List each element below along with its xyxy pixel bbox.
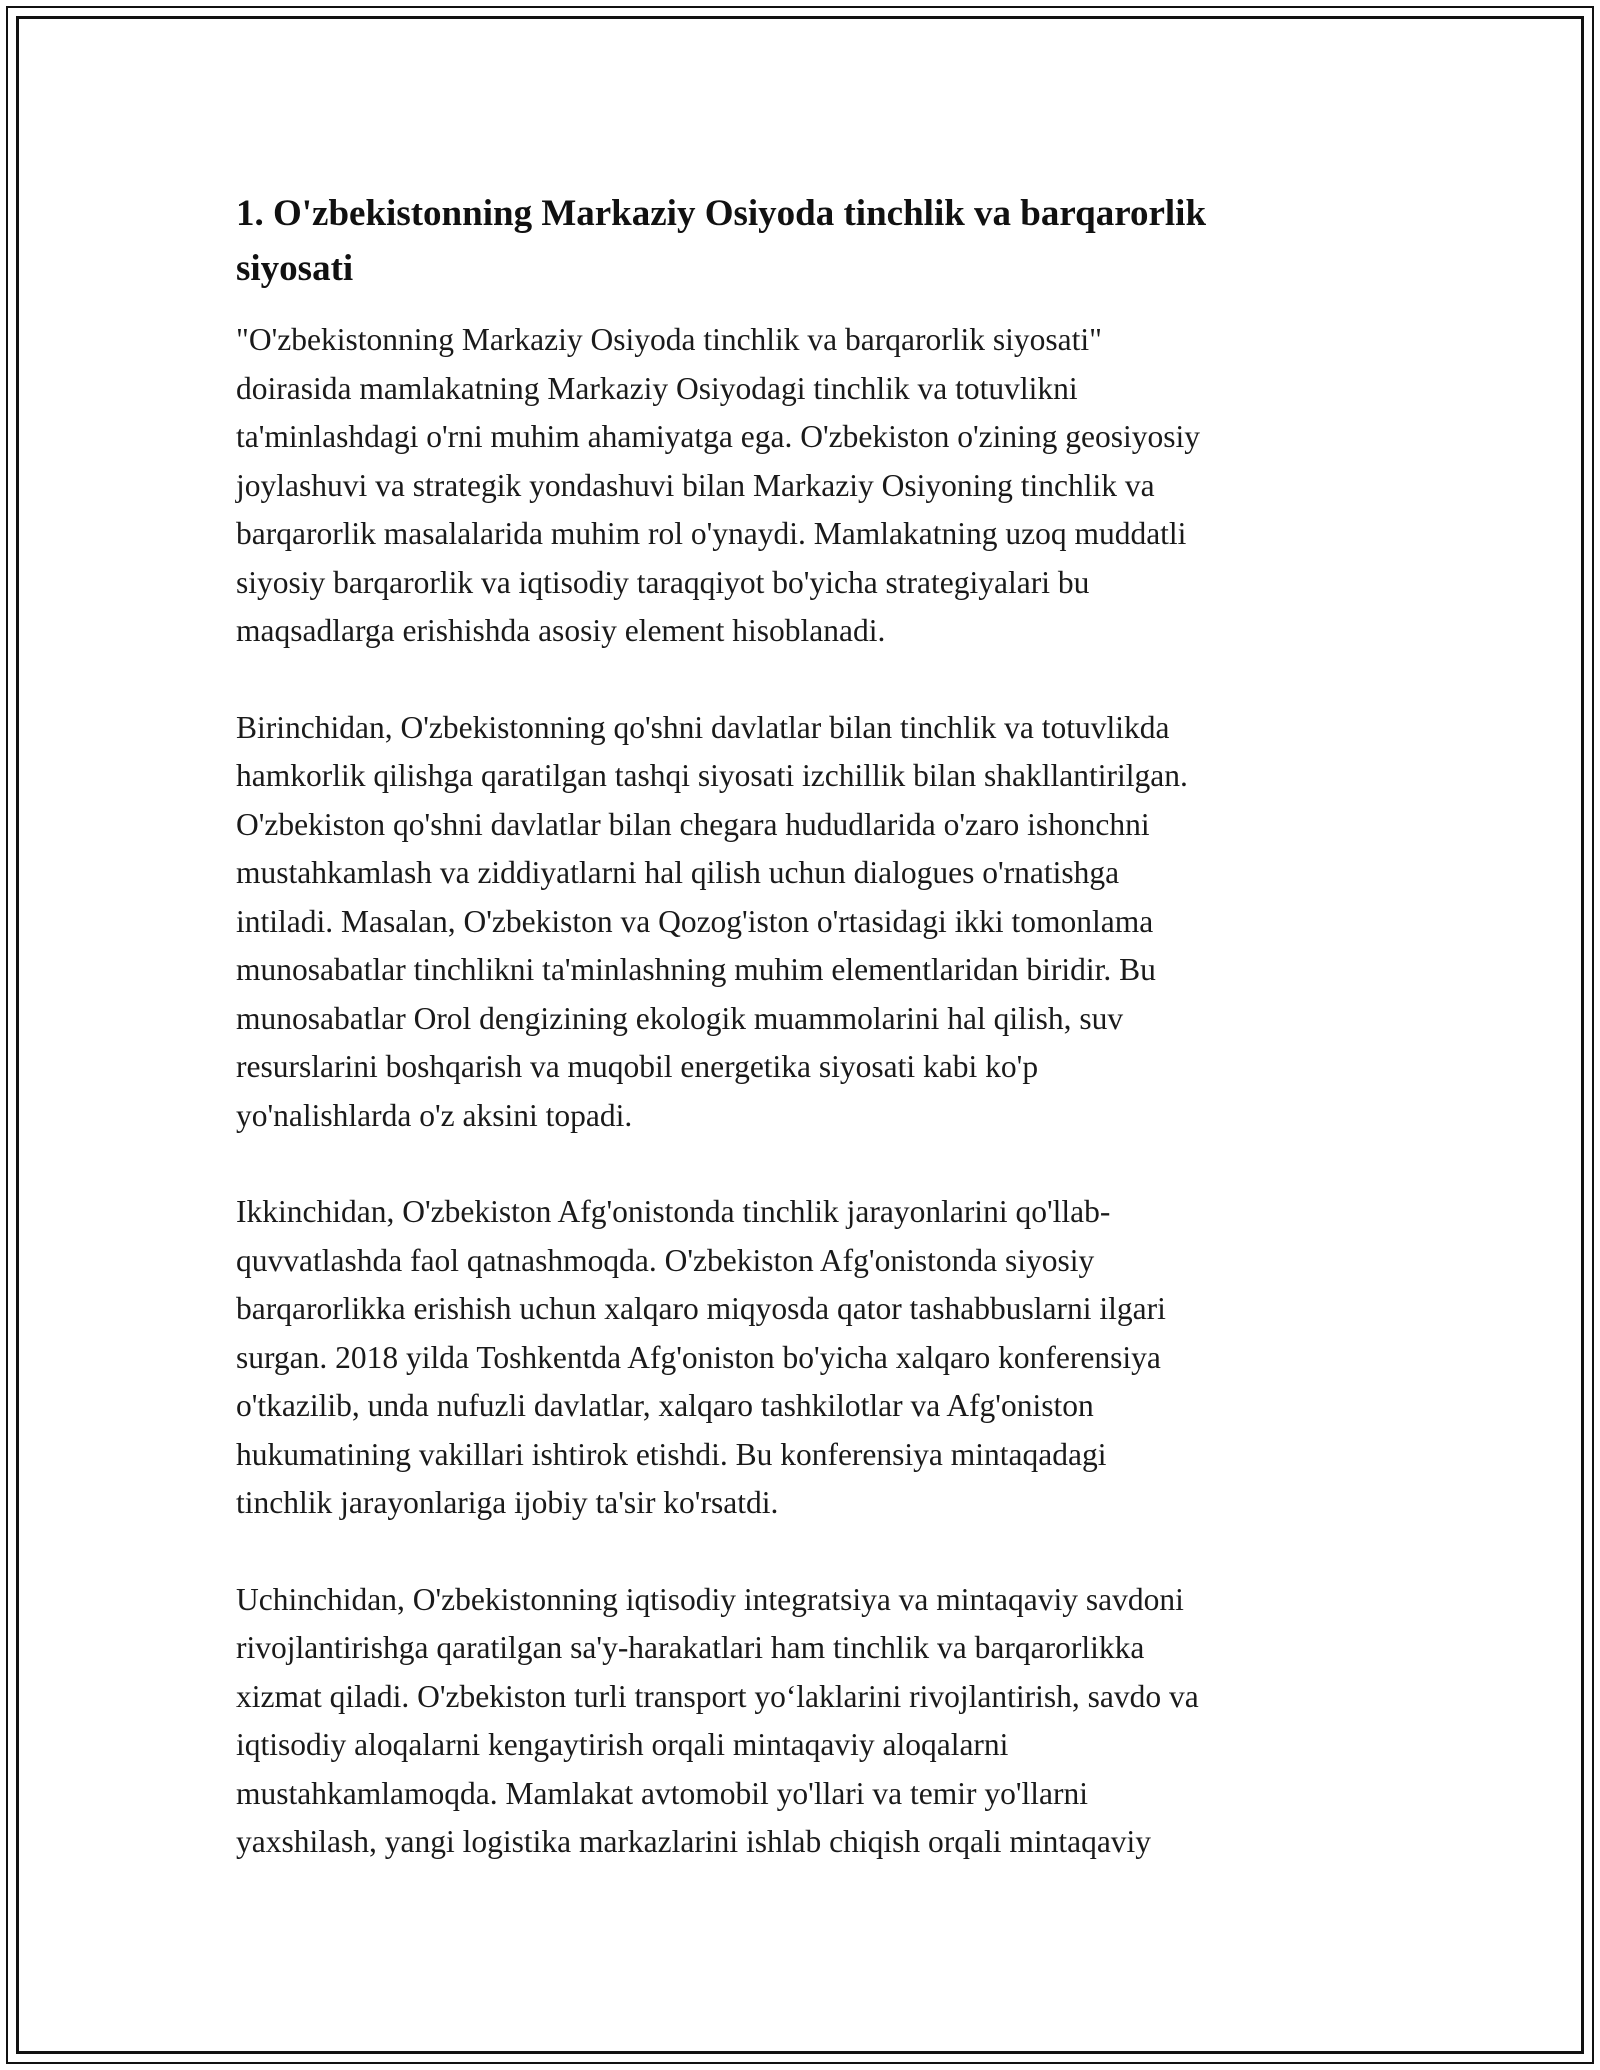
paragraph-first <box>236 704 1366 1141</box>
text-line: intiladi. Masalan, O'zbekiston va Qozog'iston o'rtasidagi ikki tomonlama <box>236 903 1154 939</box>
heading-line: siyosati <box>236 248 354 289</box>
paragraph-third <box>236 1576 1366 1867</box>
text-line: hukumatining vakillari ishtirok etishdi. Bu konferensiya mintaqadagi <box>236 1436 1107 1472</box>
text-line: munosabatlar Orol dengizining ekologik muammolarini hal qilish, suv <box>236 1000 1124 1036</box>
text-line: "O'zbekistonning Markaziy Osiyoda tinchlik va barqarorlik siyosati" <box>236 322 1102 357</box>
text-line: barqarorlik masalalarida muhim rol o'ynaydi. Mamlakatning uzoq muddatli <box>236 516 1187 551</box>
paragraph-second <box>236 1188 1366 1528</box>
text-line: resurslarini boshqarish va muqobil energetika siyosati kabi ko'p <box>236 1049 1039 1084</box>
text-line: yo'nalishlarda o'z aksini topadi. <box>236 1097 633 1133</box>
text-line: quvvatlashda faol qatnashmoqda. O'zbekiston Afg'onistonda siyosiy <box>236 1242 1095 1278</box>
text-line: doirasida mamlakatning Markaziy Osiyodagi tinchlik va totuvlikni <box>236 370 1078 406</box>
text-line: siyosiy barqarorlik va iqtisodiy taraqqiyot bo'yicha strategiyalari bu <box>236 564 1090 600</box>
paragraph-intro <box>236 316 1366 656</box>
text-line: Birinchidan, O'zbekistonning qo'shni davlatlar bilan tinchlik va totuvlikda <box>236 709 1170 745</box>
heading-line: 1. O'zbekistonning Markaziy Osiyoda tinchlik va barqarorlik <box>236 193 1207 234</box>
text-line: Ikkinchidan, O'zbekiston Afg'onistonda tinchlik jarayonlarini qo'llab- <box>236 1194 1111 1229</box>
text-line: o'tkazilib, unda nufuzli davlatlar, xalqaro tashkilotlar va Afg'oniston <box>236 1388 1094 1423</box>
text-line: Uchinchidan, O'zbekistonning iqtisodiy integratsiya va mintaqaviy savdoni <box>236 1581 1184 1617</box>
text-line: rivojlantirishga qaratilgan sa'y-harakatlari ham tinchlik va barqarorlikka <box>236 1630 1145 1665</box>
text-line: ta'minlashdagi o'rni muhim ahamiyatga ega. O'zbekiston o'zining geosiyosiy <box>236 419 1201 454</box>
text-line: xizmat qiladi. O'zbekiston turli transport yo‘laklarini rivojlantirish, savdo va <box>236 1678 1199 1714</box>
text-line: maqsadlarga erishishda asosiy element hisoblanadi. <box>236 613 886 648</box>
section-heading <box>236 186 1366 296</box>
text-line: munosabatlar tinchlikni ta'minlashning muhim elementlaridan biridir. Bu <box>236 952 1156 987</box>
text-line: yaxshilash, yangi logistika markazlarini ishlab chiqish orqali mintaqaviy <box>236 1824 1152 1859</box>
text-line: mustahkamlamoqda. Mamlakat avtomobil yo'llari va temir yo'llarni <box>236 1775 1089 1811</box>
text-line: joylashuvi va strategik yondashuvi bilan Markaziy Osiyoning tinchlik va <box>236 467 1155 503</box>
text-line: mustahkamlash va ziddiyatlarni hal qilish uchun dialogues o'rnatishga <box>236 855 1120 890</box>
text-line: barqarorlikka erishish uchun xalqaro miqyosda qator tashabbuslarni ilgari <box>236 1291 1166 1326</box>
text-line: surgan. 2018 yilda Toshkentda Afg'oniston bo'yicha xalqaro konferensiya <box>236 1339 1161 1375</box>
text-line: hamkorlik qilishga qaratilgan tashqi siyosati izchillik bilan shakllantirilgan. <box>236 758 1188 793</box>
text-line: O'zbekiston qo'shni davlatlar bilan chegara hududlarida o'zaro ishonchni <box>236 806 1150 842</box>
text-line: tinchlik jarayonlariga ijobiy ta'sir ko'rsatdi. <box>236 1485 779 1520</box>
document-body <box>236 186 1366 1915</box>
text-line: iqtisodiy aloqalarni kengaytirish orqali mintaqaviy aloqalarni <box>236 1727 1009 1762</box>
